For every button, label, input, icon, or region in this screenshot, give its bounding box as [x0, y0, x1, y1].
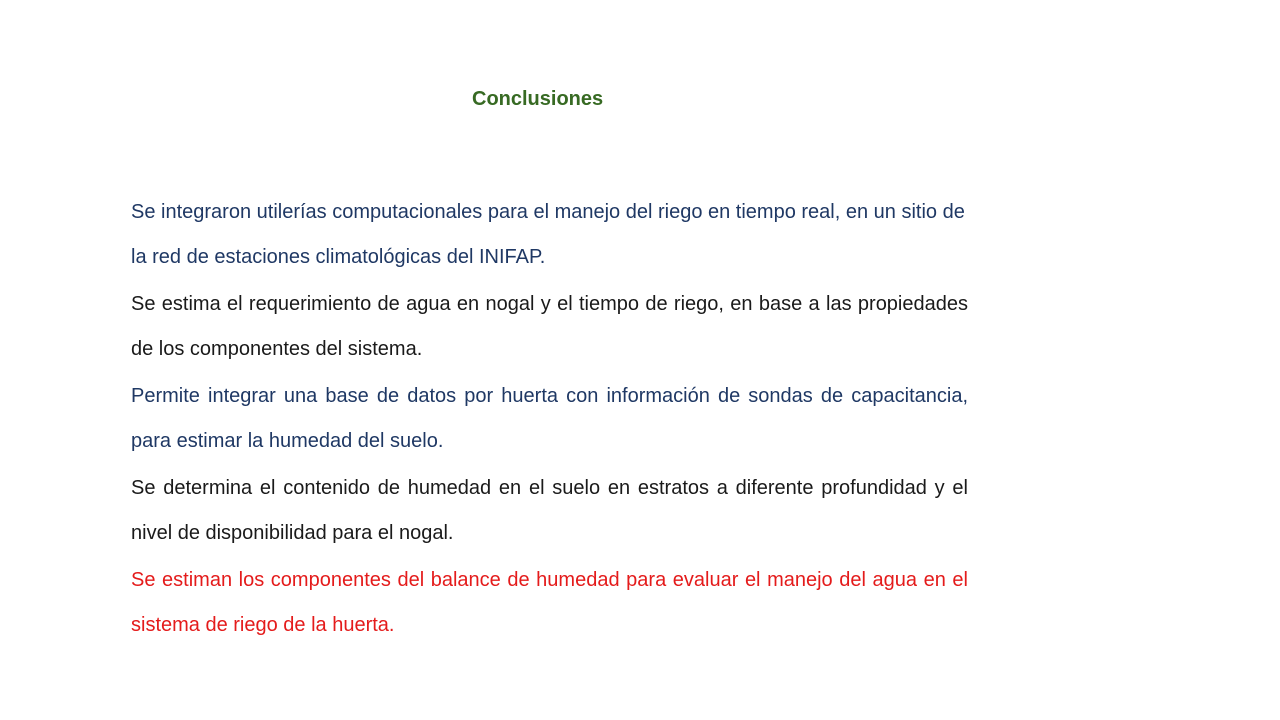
conclusion-paragraph-2: Se estima el requerimiento de agua en nogal y el tiempo de riego, en base a las propiedades de los componentes del sistema. [131, 293, 968, 360]
conclusion-paragraph-3: Permite integrar una base de datos por huerta con información de sondas de capacitancia, para estimar la humedad del suelo. [131, 385, 968, 452]
conclusion-paragraph-5: Se estiman los componentes del balance de humedad para evaluar el manejo del agua en el sistema de riego de la huerta. [131, 569, 968, 636]
conclusion-paragraph-1: Se integraron utilerías computacionales para el manejo del riego en tiempo real, en un sitio de la red de estaciones climatológicas del INIFAP. [131, 201, 965, 268]
conclusions-list [131, 190, 968, 650]
slide-title: Conclusiones [472, 88, 604, 110]
conclusion-paragraph-4: Se determina el contenido de humedad en el suelo en estratos a diferente profundidad y el nivel de disponibilidad para el nogal. [131, 477, 968, 544]
